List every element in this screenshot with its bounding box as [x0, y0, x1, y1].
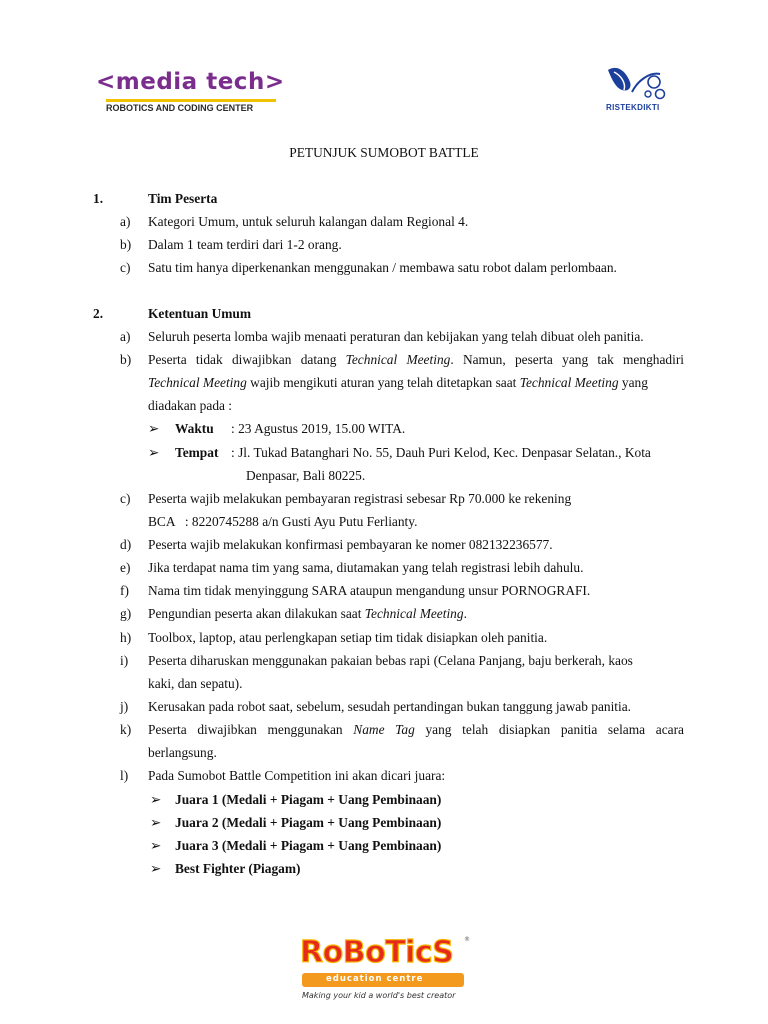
- item-text: Kategori Umum, untuk seluruh kalangan dalam Regional 4.: [148, 214, 469, 229]
- technical-meeting-term: Technical Meeting: [364, 606, 464, 621]
- item-text: Peserta wajib melakukan pembayaran registrasi sebesar Rp 70.000 ke rekening: [148, 491, 572, 506]
- waktu-label: Waktu: [175, 421, 214, 436]
- bullet-arrow-icon: ➢: [148, 421, 160, 436]
- item-label: c): [120, 260, 131, 275]
- item-text: Peserta tidak diwajibkan datang Technical Meeting. Namun, peserta yang tak menghadiri: [148, 352, 684, 367]
- item-text: Kerusakan pada robot saat, sebelum, sesudah pertandingan bukan tanggung jawab panitia.: [148, 699, 632, 714]
- tempat-label: Tempat: [175, 445, 219, 460]
- section-1-number: 1.: [93, 191, 104, 206]
- item-label: b): [120, 352, 132, 367]
- item-text-cont: kaki, dan sepatu).: [148, 676, 243, 691]
- bullet-arrow-icon: ➢: [150, 792, 162, 807]
- tempat-value: : Jl. Tukad Batanghari No. 55, Dauh Puri Kelod, Kec. Denpasar Selatan., Kota: [231, 445, 651, 460]
- media-tech-logo-title: <media tech>: [96, 69, 285, 95]
- technical-meeting-term: Technical Meeting: [519, 375, 619, 390]
- document-title: PETUNJUK SUMOBOT BATTLE: [289, 145, 479, 160]
- robotics-logo-title: RoBoTicS: [300, 935, 454, 970]
- item-text: Peserta diharuskan menggunakan pakaian bebas rapi (Celana Panjang, baju berkerah, kaos: [148, 653, 633, 668]
- prize-item: Juara 2 (Medali + Piagam + Uang Pembinaan): [175, 815, 442, 830]
- item-text: Seluruh peserta lomba wajib menaati peraturan dan kebijakan yang telah dibuat oleh panitia.: [148, 329, 644, 344]
- item-label: l): [120, 768, 129, 783]
- prize-item: Juara 3 (Medali + Piagam + Uang Pembinaan): [175, 838, 442, 853]
- name-tag-term: Name Tag: [353, 722, 415, 737]
- item-text-cont: diadakan pada :: [148, 398, 233, 413]
- item-label: g): [120, 606, 132, 621]
- bullet-arrow-icon: ➢: [148, 445, 160, 460]
- item-label: a): [120, 329, 131, 344]
- item-label: j): [120, 699, 129, 714]
- bullet-arrow-icon: ➢: [150, 815, 162, 830]
- item-text-cont: BCA : 8220745288 a/n Gusti Ayu Putu Ferlianty.: [148, 514, 418, 529]
- section-1-heading: Tim Peserta: [148, 191, 218, 206]
- ristekdikti-logo-text: RISTEKDIKTI: [606, 103, 660, 112]
- robotics-logo-tagline: Making your kid a world's best creator: [302, 991, 456, 1000]
- item-text: Nama tim tidak menyinggung SARA ataupun mengandung unsur PORNOGRAFI.: [148, 583, 591, 598]
- item-label: b): [120, 237, 132, 252]
- item-text-cont: berlangsung.: [148, 745, 217, 760]
- bullet-arrow-icon: ➢: [150, 838, 162, 853]
- waktu-value: : 23 Agustus 2019, 15.00 WITA.: [231, 421, 406, 436]
- item-label: d): [120, 537, 132, 552]
- item-label: c): [120, 491, 131, 506]
- item-label: h): [120, 630, 132, 645]
- section-2-number: 2.: [93, 306, 104, 321]
- technical-meeting-term: Technical Meeting: [345, 352, 451, 367]
- item-text: Toolbox, laptop, atau perlengkapan setiap tim tidak disiapkan oleh panitia.: [148, 630, 548, 645]
- item-text: Pada Sumobot Battle Competition ini akan dicari juara:: [148, 768, 446, 783]
- item-label: k): [120, 722, 132, 737]
- media-tech-logo-subtitle: ROBOTICS AND CODING CENTER: [106, 103, 254, 113]
- robotics-logo-subtitle: education centre: [326, 974, 424, 984]
- media-tech-logo-underline: [106, 99, 276, 102]
- item-text: Satu tim hanya diperkenankan menggunakan / membawa satu robot dalam perlombaan.: [148, 260, 617, 275]
- prize-item: Juara 1 (Medali + Piagam + Uang Pembinaan): [175, 792, 442, 807]
- bullet-arrow-icon: ➢: [150, 861, 162, 876]
- item-text: Dalam 1 team terdiri dari 1-2 orang.: [148, 237, 342, 252]
- registered-mark: ®: [464, 936, 470, 943]
- item-label: i): [120, 653, 129, 668]
- prize-item: Best Fighter (Piagam): [175, 861, 301, 876]
- item-text-cont: Technical Meeting wajib mengikuti aturan yang telah ditetapkan saat Technical Meeting yang: [148, 375, 648, 390]
- tempat-value-cont: Denpasar, Bali 80225.: [246, 468, 366, 483]
- item-label: a): [120, 214, 131, 229]
- item-label: e): [120, 560, 131, 575]
- technical-meeting-term: Technical Meeting: [148, 375, 247, 390]
- item-label: f): [120, 583, 129, 598]
- item-text: Peserta diwajibkan menggunakan Name Tag yang telah disiapkan panitia selama acara: [148, 722, 684, 737]
- item-text: Peserta wajib melakukan konfirmasi pembayaran ke nomer 082132236577.: [148, 537, 553, 552]
- item-text: Jika terdapat nama tim yang sama, diutamakan yang telah registrasi lebih dahulu.: [148, 560, 584, 575]
- section-2-heading: Ketentuan Umum: [148, 306, 252, 321]
- item-text: Pengundian peserta akan dilakukan saat Technical Meeting.: [148, 606, 467, 621]
- ristekdikti-emblem-icon: [604, 62, 668, 104]
